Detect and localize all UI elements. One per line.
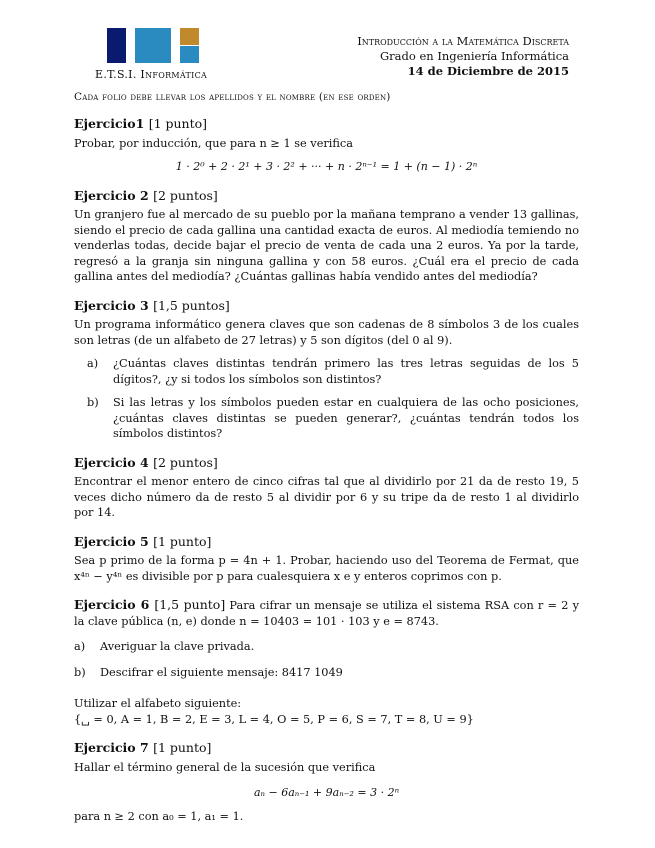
exercise-1: [74, 116, 579, 175]
exercise-6-part-b: [74, 665, 579, 681]
school-name: E.T.S.I. Informática: [95, 68, 208, 81]
exercise-1-title: Ejercicio1: [74, 116, 145, 131]
exercise-5-points: [1 punto]: [153, 533, 212, 549]
exercise-5-heading: [74, 534, 579, 550]
exercise-3-part-a-text: ¿Cuántas claves distintas tendrán primero las tres letras seguidas de los 5 dígitos?, ¿y si todos los símbolos son distintos?: [113, 357, 579, 386]
exercise-3: [74, 298, 579, 442]
exercise-7-text: Hallar el término general de la sucesión que verifica: [74, 760, 376, 774]
exercise-1-formula: 1 · 2⁰ + 2 · 2¹ + 3 · 2² + ··· + n · 2ⁿ⁻¹ = 1 + (n − 1) · 2ⁿ: [175, 160, 478, 173]
exam-date: 14 de Diciembre de 2015: [407, 64, 569, 78]
exercise-3-heading: [74, 298, 579, 314]
exercise-1-heading: [74, 116, 579, 132]
school-logo: [95, 28, 212, 84]
logo-block-dark: [107, 28, 126, 63]
exercise-4-title: Ejercicio 4: [74, 454, 149, 470]
exercise-3-text: Un programa informático genera claves que son cadenas de 8 símbolos 3 de los cuales son letras (de un alfabeto de 27 letras) y 5 son dígitos (del 0 al 9).: [74, 318, 579, 347]
exercise-4-heading: [74, 455, 579, 471]
exercise-7-condition: para n ≥ 2 con a₀ = 1, a₁ = 1.: [74, 809, 244, 823]
exercise-3-part-b: [74, 395, 579, 442]
exercise-3-part-b-label: b): [87, 396, 99, 409]
exercise-6-alphabet: {␣ = 0, A = 1, B = 2, E = 3, L = 4, O = 5, P = 6, S = 7, T = 8, U = 9}: [74, 712, 474, 726]
logo-block-blue: [135, 28, 171, 63]
exercise-6-heading: [74, 597, 225, 612]
exercise-6-part-b-text: Descifrar el siguiente mensaje: 8417 1049: [100, 665, 343, 679]
exercise-1-points: [1 punto]: [148, 116, 208, 131]
exercise-6-alphabet-intro: Utilizar el alfabeto siguiente:: [74, 697, 242, 710]
exercise-3-title: Ejercicio 3: [74, 297, 149, 313]
exercise-2-text: Un granjero fue al mercado de su pueblo por la mañana temprano a vender 13 gallinas, siendo el precio de cada gallina una cantidad exacta de euros. Al mediodía temiendo no venderlas todas, decide bajar el precio de venta de cada una 2 euros. Ya por la tarde, regresó a la granja sin ninguna gallina y con 58 euros. ¿Cuál era el precio de cada gallina antes del mediodía? ¿Cuántas gallinas había vendido antes del mediodía?: [74, 208, 579, 283]
exercise-2-title: Ejercicio 2: [74, 187, 149, 203]
exercise-6-title: Ejercicio 6: [74, 597, 150, 612]
exercise-3-part-a-label: a): [87, 357, 99, 370]
exercise-6-points: [1,5 punto]: [154, 597, 226, 612]
exercise-4: [74, 455, 579, 521]
exercise-7: [74, 740, 579, 824]
exam-content: [74, 116, 579, 837]
exercise-7-title: Ejercicio 7: [74, 740, 149, 755]
exercise-6-part-b-label: b): [74, 665, 86, 679]
exercise-6-part-a: [74, 639, 579, 655]
degree-name: Grado en Ingeniería Informática: [379, 49, 569, 63]
instruction-note: Cada folio debe llevar los apellidos y el nombre (en ese orden): [74, 91, 391, 103]
exercise-1-text: Probar, por inducción, que para n ≥ 1 se verifica: [74, 136, 353, 150]
exercise-5: [74, 534, 579, 585]
exercise-5-title: Ejercicio 5: [74, 533, 149, 549]
exercise-2-heading: [74, 188, 579, 204]
logo-block-blue-small: [180, 46, 199, 63]
exercise-6-part-a-text: Averiguar la clave privada.: [100, 640, 255, 653]
exercise-7-formula: aₙ − 6aₙ₋₁ + 9aₙ₋₂ = 3 · 2ⁿ: [253, 786, 400, 799]
exercise-2-points: [2 puntos]: [153, 187, 218, 203]
exercise-6-part-a-label: a): [74, 640, 86, 653]
exercise-3-part-a: [74, 356, 579, 387]
exercise-7-points: [1 punto]: [153, 740, 212, 755]
exercise-6: [74, 597, 579, 727]
course-title: Introducción a la Matemática Discreta: [357, 34, 569, 48]
exercise-6-paragraph: [74, 597, 579, 629]
exercise-4-text: Encontrar el menor entero de cinco cifras tal que al dividirlo por 21 da de resto 19, 5 veces dicho número da de resto 5 al dividir por 6 y su tripe da de resto 1 al dividirlo por 14.: [74, 475, 579, 519]
exercise-2: [74, 188, 579, 285]
exam-header: [357, 34, 569, 79]
exercise-7-heading: [74, 740, 579, 756]
exercise-3-part-b-text: Si las letras y los símbolos pueden estar en cualquiera de las ocho posiciones, ¿cuántas claves distintas se pueden generar?, ¿cuántas tendrán todos los símbolos distintos?: [113, 396, 579, 440]
logo-block-gold: [180, 28, 199, 45]
exercise-6-text: Para cifrar un mensaje se utiliza el sistema RSA con r = 2 y la clave pública (n, e) donde n = 10403 = 101 · 103 y e = 8743.: [74, 599, 580, 628]
exercise-3-points: [1,5 puntos]: [153, 297, 230, 313]
exercise-5-text: Sea p primo de la forma p = 4n + 1. Probar, haciendo uso del Teorema de Fermat, que x⁴ⁿ − y⁴ⁿ es divisible por p para cualesquiera x e y enteros coprimos con p.: [74, 554, 579, 583]
exercise-4-points: [2 puntos]: [153, 454, 218, 470]
